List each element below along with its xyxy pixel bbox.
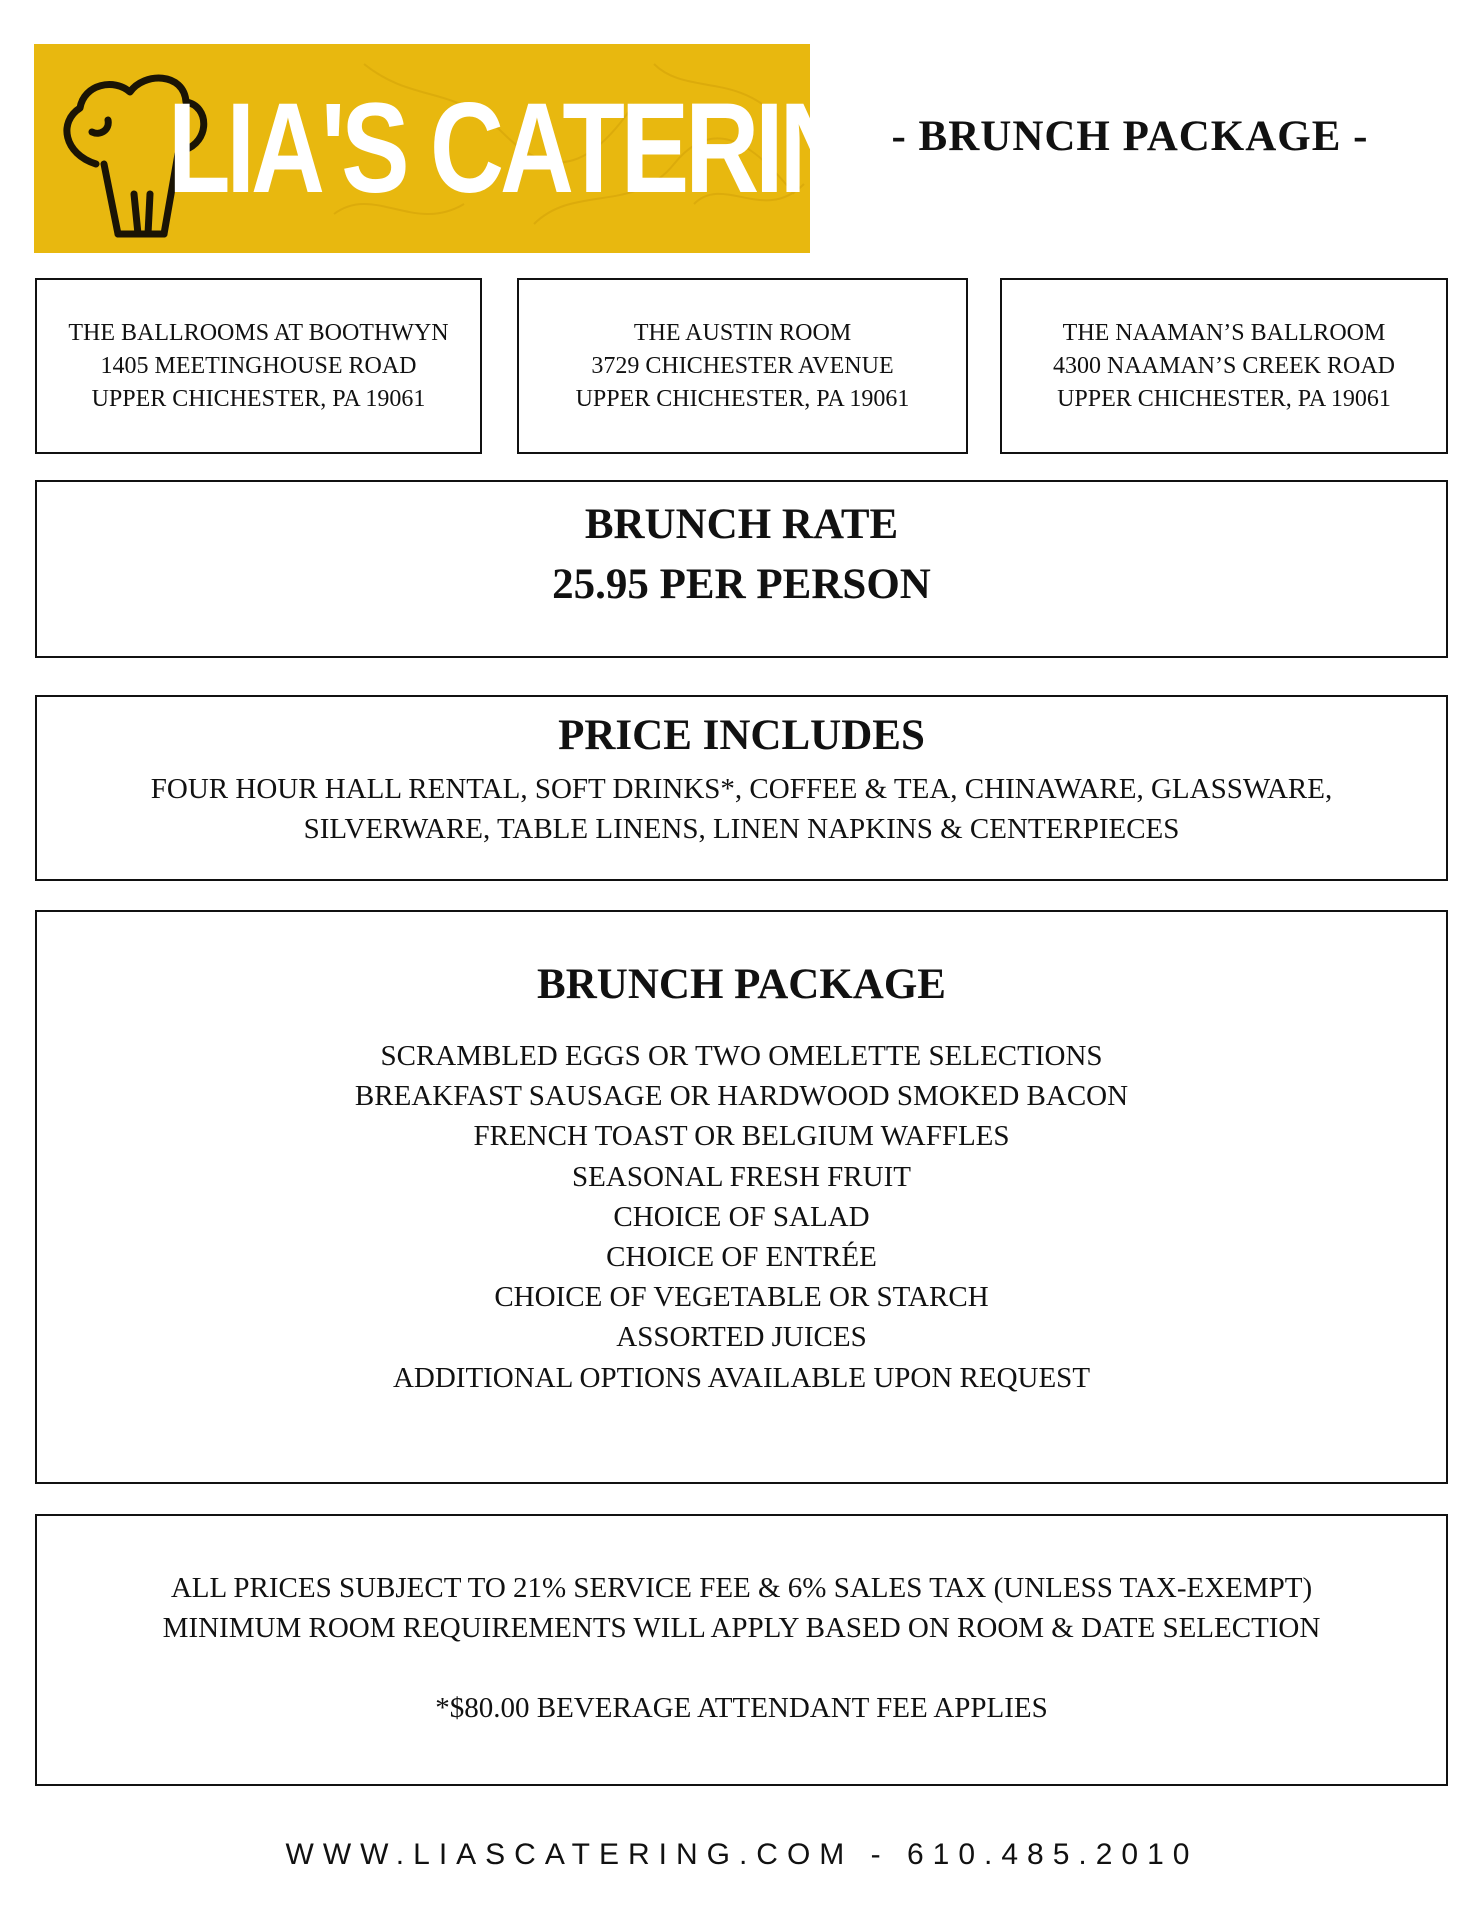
package-item: CHOICE OF ENTRÉE <box>606 1241 877 1274</box>
brunch-rate-box <box>35 480 1448 658</box>
price-includes-box <box>35 695 1448 881</box>
terms-box <box>35 1514 1448 1786</box>
logo-wordmark: LIA'S CATERING <box>168 77 926 220</box>
beverage-fee-note: *$80.00 BEVERAGE ATTENDANT FEE APPLIES <box>435 1692 1048 1724</box>
room-requirement-note: MINIMUM ROOM REQUIREMENTS WILL APPLY BASED ON ROOM & DATE SELECTION <box>162 1612 1321 1644</box>
venue-city: UPPER CHICHESTER, PA 19061 <box>575 386 910 412</box>
package-title: BRUNCH PACKAGE <box>537 961 946 1008</box>
package-item: SCRAMBLED EGGS OR TWO OMELETTE SELECTIONS <box>380 1040 1103 1072</box>
includes-title: PRICE INCLUDES <box>558 712 925 759</box>
package-item: ADDITIONAL OPTIONS AVAILABLE UPON REQUEST <box>392 1361 1091 1394</box>
rate-value: 25.95 PER PERSON <box>552 561 931 608</box>
package-item: CHOICE OF SALAD <box>613 1200 870 1233</box>
rate-title: BRUNCH RATE <box>584 501 899 548</box>
website-phone-footer: WWW.LIASCATERING.COM - 610.485.2010 <box>285 1838 1199 1871</box>
venue-street: 3729 CHICHESTER AVENUE <box>591 353 894 379</box>
venue-name: THE AUSTIN ROOM <box>633 320 852 346</box>
includes-text: FOUR HOUR HALL RENTAL, SOFT DRINKS*, COFFEE & TEA, CHINAWARE, GLASSWARE, SILVERWARE, TABLE LINENS, LINEN NAPKINS & CENTERPIECES <box>150 773 1333 845</box>
venue-card-naamans-ballroom <box>1000 278 1448 454</box>
package-item: CHOICE OF VEGETABLE OR STARCH <box>494 1281 989 1314</box>
package-item: BREAKFAST SAUSAGE OR HARDWOOD SMOKED BACON <box>354 1080 1129 1113</box>
company-logo <box>34 44 926 253</box>
venue-city: UPPER CHICHESTER, PA 19061 <box>91 386 426 412</box>
venue-street: 4300 NAAMAN’S CREEK ROAD <box>1052 353 1395 379</box>
venue-city: UPPER CHICHESTER, PA 19061 <box>1057 386 1391 412</box>
package-item-list <box>37 1036 1446 1398</box>
service-fee-note: ALL PRICES SUBJECT TO 21% SERVICE FEE & 6% SALES TAX (UNLESS TAX-EXEMPT) <box>170 1572 1313 1604</box>
package-item: SEASONAL FRESH FRUIT <box>572 1160 911 1193</box>
package-item: ASSORTED JUICES <box>616 1321 867 1354</box>
venue-name: THE NAAMAN’S BALLROOM <box>1062 320 1386 346</box>
venue-street: 1405 MEETINGHOUSE ROAD <box>100 353 417 379</box>
venue-name: THE BALLROOMS AT BOOTHWYN <box>68 320 449 346</box>
package-item: FRENCH TOAST OR BELGIUM WAFFLES <box>473 1120 1010 1153</box>
brunch-package-box <box>35 910 1448 1484</box>
venue-card-boothwyn <box>35 278 482 454</box>
page-title: - BRUNCH PACKAGE - <box>891 113 1369 160</box>
venue-card-austin-room <box>517 278 968 454</box>
